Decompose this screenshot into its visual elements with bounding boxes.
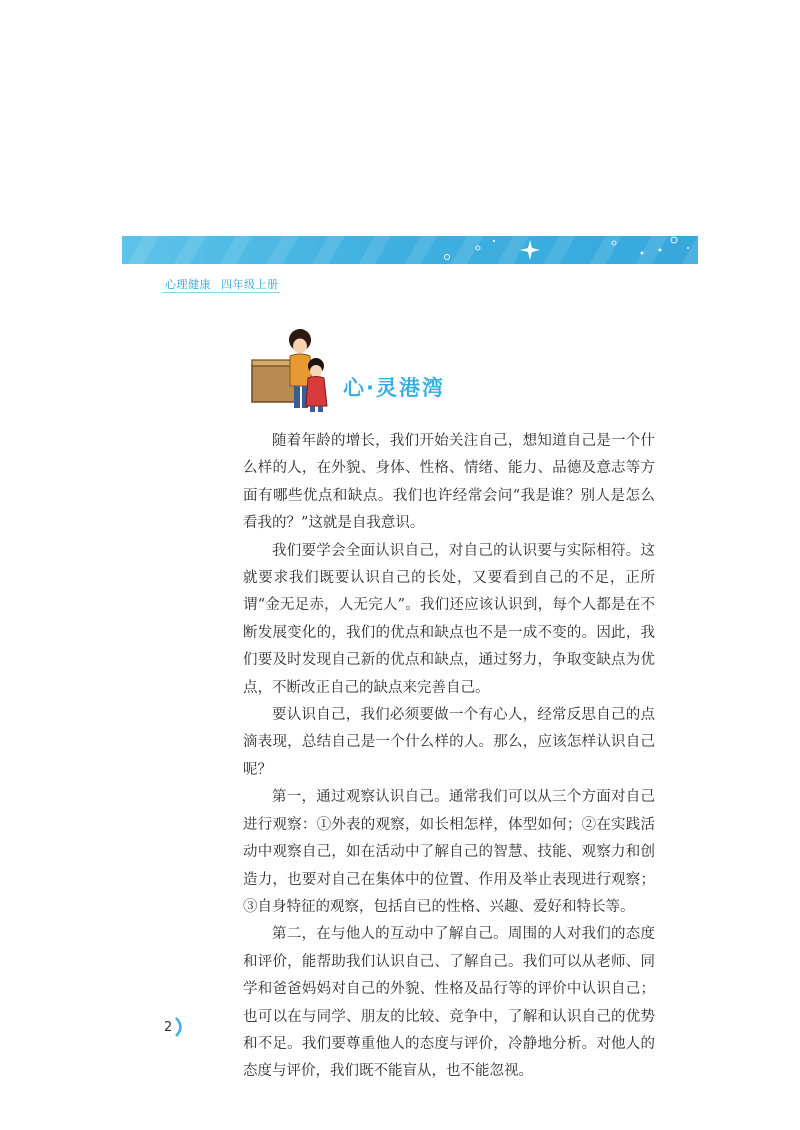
header-banner <box>122 236 698 264</box>
body-text <box>243 428 655 1086</box>
paragraph: 要认识自己，我们必须要做一个有心人，经常反思自己的点滴表现，总结自己是一个什么样的人。那么，应该怎样认识自己呢？ <box>243 707 655 778</box>
book-title: 心理健康 <box>165 278 211 291</box>
header-underline <box>162 292 280 293</box>
paragraph: 我们要学会全面认识自己，对自己的认识要与实际相符。这就要求我们既要认识自己的长处，又要看到自己的不足，正所谓“金无足赤，人无完人”。我们还应该认识到，每个人都是在不断发展变化的，我们的优点和缺点也不是一成不变的。因此，我们要及时发现自己新的优点和缺点，通过努力，争取变缺点为优点，不断改正自己的缺点来完善自己。 <box>243 542 655 696</box>
paragraph: 第二，在与他人的互动中了解自己。周围的人对我们的态度和评价，能帮助我们认识自己、了解自己。我们可以从老师、同学和爸爸妈妈对自己的外貌、性格及品行等的评价中认识自己；也可以在与同学、朋友的比较、竞争中，了解和认识自己的优势和不足。我们要尊重他人的态度与评价，冷静地分析。对他人的态度与评价，我们既不能盲从，也不能忽视。 <box>243 926 655 1080</box>
page-number: 2 <box>164 1020 173 1035</box>
running-header <box>165 276 279 292</box>
grade-label: 四年级上册 <box>221 278 279 291</box>
page-number-arc <box>173 1016 187 1038</box>
paragraph: 随着年龄的增长，我们开始关注自己，想知道自己是一个什么样的人，在外貌、身体、性格、情绪、能力、品德及意志等方面有哪些优点和缺点。我们也许经常会问“我是谁？别人是怎么看我的？”这就是自我意识。 <box>243 433 655 532</box>
section-title: 心·灵港湾 <box>343 376 445 400</box>
mother-child-illustration <box>250 326 345 416</box>
sparkle-decoration <box>122 236 698 264</box>
paragraph: 第一，通过观察认识自己。通常我们可以从三个方面对自己进行观察：①外表的观察，如长相怎样，体型如何；②在实践活动中观察自己，如在活动中了解自己的智慧、技能、观察力和创造力，也要对自己在集体中的位置、作用及举止表现进行观察；③自身特征的观察，包括自已的性格、兴趣、爱好和特长等。 <box>243 789 655 915</box>
